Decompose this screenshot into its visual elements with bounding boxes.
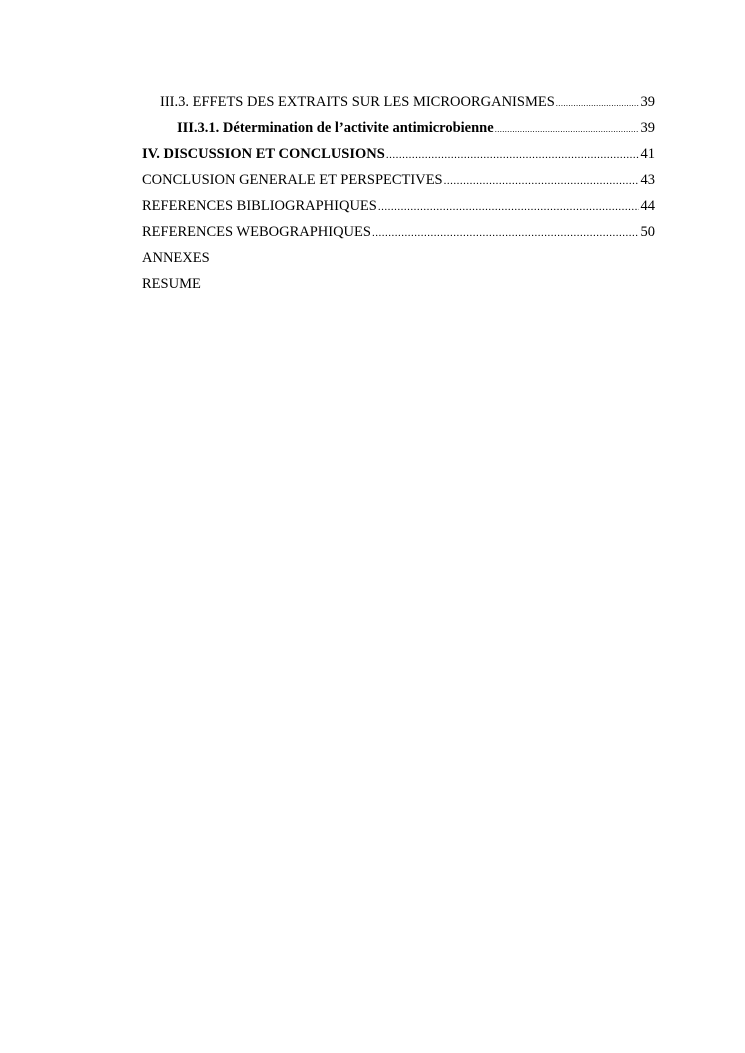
toc-entry-title: REFERENCES BIBLIOGRAPHIQUES bbox=[142, 198, 377, 214]
toc-entry-references-bibliographiques[interactable] bbox=[142, 197, 655, 216]
toc-dot-leader bbox=[378, 198, 639, 216]
toc-entry-title: IV. DISCUSSION ET CONCLUSIONS bbox=[142, 146, 385, 162]
toc-entry-section-4[interactable] bbox=[142, 145, 655, 164]
toc-entry-page: 43 bbox=[640, 172, 655, 188]
toc-entry-page: 39 bbox=[640, 94, 655, 110]
toc-entry-page: 50 bbox=[640, 224, 655, 240]
toc-dot-leader bbox=[372, 224, 639, 242]
toc-dot-leader bbox=[495, 120, 639, 138]
toc-entry-title: CONCLUSION GENERALE ET PERSPECTIVES bbox=[142, 172, 443, 188]
toc-dot-leader bbox=[556, 94, 639, 112]
toc-entry-page: 41 bbox=[640, 146, 655, 162]
toc-entry-section-3-3[interactable] bbox=[160, 93, 655, 112]
toc-entry-title: III.3.1. Détermination de l’activite antimicrobienne bbox=[177, 120, 494, 136]
toc-dot-leader bbox=[444, 172, 639, 190]
toc-entry-section-3-3-1[interactable] bbox=[177, 119, 655, 138]
toc-dot-leader bbox=[386, 146, 639, 164]
toc-entry-title: III.3. EFFETS DES EXTRAITS SUR LES MICROORGANISMES bbox=[160, 94, 555, 110]
toc-entry-page: 44 bbox=[640, 198, 655, 214]
toc-entry-annexes[interactable]: ANNEXES bbox=[142, 250, 210, 266]
toc-entry-title: REFERENCES WEBOGRAPHIQUES bbox=[142, 224, 371, 240]
toc-entry-resume[interactable]: RESUME bbox=[142, 276, 201, 292]
toc-entry-page: 39 bbox=[640, 120, 655, 136]
toc-entry-conclusion-generale[interactable] bbox=[142, 171, 655, 190]
toc-entry-references-webographiques[interactable] bbox=[142, 223, 655, 242]
